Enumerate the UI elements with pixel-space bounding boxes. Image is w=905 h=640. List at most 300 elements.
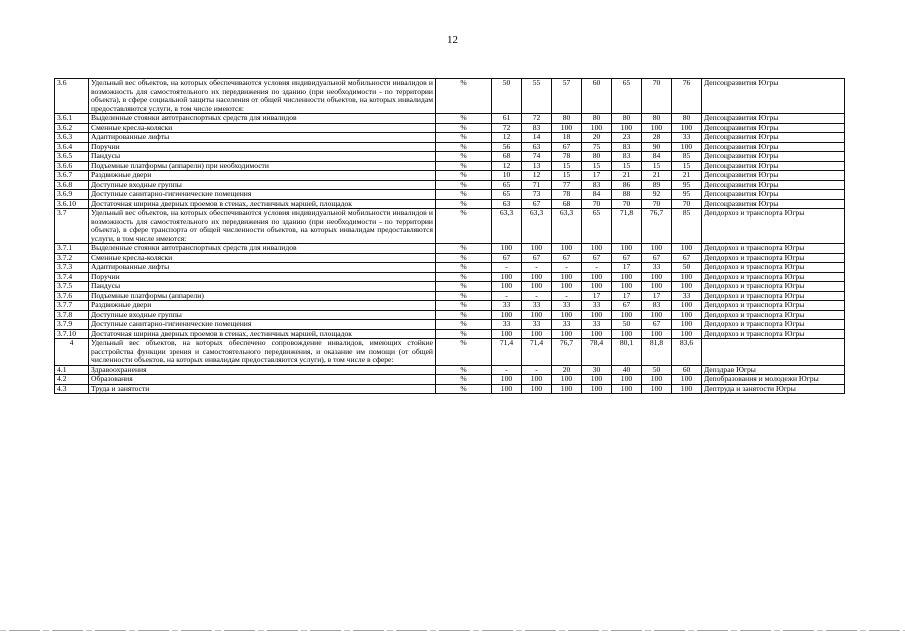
value-cell: 100 <box>492 272 522 282</box>
row-number-cell: 3.6.5 <box>55 152 89 162</box>
table-row <box>55 365 845 375</box>
value-cell: 100 <box>522 329 552 339</box>
row-number-cell: 3.6.3 <box>55 133 89 143</box>
value-cell: 80 <box>582 152 612 162</box>
value-cell: 100 <box>582 329 612 339</box>
indicator-name-cell: Доступные санитарно-гигиенические помещения <box>89 320 436 330</box>
unit-cell: % <box>436 79 492 114</box>
responsible-cell: Депдорхоз и транспорта Югры <box>702 291 845 301</box>
responsible-cell: Депсоцразвития Югры <box>702 180 845 190</box>
indicator-name-cell: Удельный вес объектов, на которых обеспечено сопровождение инвалидов, имеющих стойкие расстройства функции зрения и самостоятельного передвижения, и оказание им помощи (от общей численности объектов, на которых инвалидам предоставляются услуги), в том числе в сфере: <box>89 339 436 366</box>
value-cell: 21 <box>672 171 702 181</box>
value-cell: 70 <box>642 199 672 209</box>
value-cell: 100 <box>612 123 642 133</box>
indicator-name-cell: Сменные кресла-коляски <box>89 123 436 133</box>
value-cell: 28 <box>642 133 672 143</box>
value-cell: - <box>522 365 552 375</box>
row-number-cell: 3.7.2 <box>55 253 89 263</box>
value-cell: 55 <box>522 79 552 114</box>
value-cell: 100 <box>612 272 642 282</box>
indicator-name-cell: Раздвижные двери <box>89 301 436 311</box>
value-cell: 50 <box>492 79 522 114</box>
responsible-cell: Депсоцразвития Югры <box>702 79 845 114</box>
value-cell: 77 <box>552 180 582 190</box>
value-cell: 33 <box>642 263 672 273</box>
table-row <box>55 310 845 320</box>
value-cell: 61 <box>492 114 522 124</box>
value-cell: 100 <box>672 329 702 339</box>
indicator-name-cell: Достаточная ширина дверных проемов в стенах, лестничных маршей, площадок <box>89 199 436 209</box>
value-cell: 83 <box>642 301 672 311</box>
value-cell: 100 <box>672 310 702 320</box>
value-cell: 17 <box>642 291 672 301</box>
indicator-name-cell: Выделенные стоянки автотранспортных средств для инвалидов <box>89 244 436 254</box>
responsible-cell: Депсоцразвития Югры <box>702 142 845 152</box>
value-cell: 15 <box>552 161 582 171</box>
value-cell: - <box>522 263 552 273</box>
unit-cell: % <box>436 384 492 394</box>
value-cell: 100 <box>582 310 612 320</box>
row-number-cell: 3.7.4 <box>55 272 89 282</box>
indicator-name-cell: Здравоохранения <box>89 365 436 375</box>
unit-cell: % <box>436 161 492 171</box>
value-cell: 76 <box>672 79 702 114</box>
responsible-cell: Депдорхоз и транспорта Югры <box>702 272 845 282</box>
unit-cell: % <box>436 291 492 301</box>
value-cell: 71,4 <box>492 339 522 366</box>
value-cell: 100 <box>582 272 612 282</box>
row-number-cell: 4.2 <box>55 375 89 385</box>
responsible-cell: Депдорхоз и транспорта Югры <box>702 282 845 292</box>
responsible-cell: Депдорхоз и транспорта Югры <box>702 301 845 311</box>
row-number-cell: 3.7.5 <box>55 282 89 292</box>
unit-cell: % <box>436 123 492 133</box>
table-row <box>55 244 845 254</box>
value-cell: 15 <box>552 171 582 181</box>
indicators-table <box>54 78 845 394</box>
table-row <box>55 253 845 263</box>
table-row <box>55 152 845 162</box>
indicator-name-cell: Доступные входные группы <box>89 310 436 320</box>
value-cell: 100 <box>552 282 582 292</box>
value-cell: 50 <box>672 263 702 273</box>
value-cell: 100 <box>492 310 522 320</box>
value-cell: 100 <box>642 310 672 320</box>
value-cell: 65 <box>612 79 642 114</box>
value-cell: 67 <box>522 199 552 209</box>
responsible-cell: Депсоцразвития Югры <box>702 199 845 209</box>
row-number-cell: 3.7.3 <box>55 263 89 273</box>
row-number-cell: 3.7.6 <box>55 291 89 301</box>
responsible-cell <box>702 339 845 366</box>
value-cell: 95 <box>672 190 702 200</box>
unit-cell: % <box>436 282 492 292</box>
value-cell: 89 <box>642 180 672 190</box>
row-number-cell: 3.6.8 <box>55 180 89 190</box>
value-cell: 56 <box>492 142 522 152</box>
value-cell: 63 <box>522 142 552 152</box>
scan-edge-artifact <box>0 630 905 631</box>
row-number-cell: 4.3 <box>55 384 89 394</box>
value-cell: 50 <box>612 320 642 330</box>
responsible-cell: Депдорхоз и транспорта Югры <box>702 329 845 339</box>
table-row <box>55 180 845 190</box>
value-cell: 71 <box>522 180 552 190</box>
responsible-cell: Депдорхоз и транспорта Югры <box>702 244 845 254</box>
value-cell: 78,4 <box>582 339 612 366</box>
table-row <box>55 291 845 301</box>
row-number-cell: 3.6.9 <box>55 190 89 200</box>
row-number-cell: 3.6.7 <box>55 171 89 181</box>
value-cell: 100 <box>582 375 612 385</box>
value-cell: 100 <box>612 310 642 320</box>
value-cell: 100 <box>612 329 642 339</box>
value-cell: 83 <box>612 142 642 152</box>
value-cell: 80,1 <box>612 339 642 366</box>
row-number-cell: 3.6.10 <box>55 199 89 209</box>
value-cell: 57 <box>552 79 582 114</box>
value-cell: 65 <box>492 190 522 200</box>
value-cell: 100 <box>552 375 582 385</box>
responsible-cell: Депсоцразвития Югры <box>702 133 845 143</box>
row-number-cell: 4.1 <box>55 365 89 375</box>
value-cell: 84 <box>642 152 672 162</box>
unit-cell: % <box>436 329 492 339</box>
value-cell: 70 <box>642 79 672 114</box>
table-row <box>55 301 845 311</box>
value-cell: 33 <box>552 301 582 311</box>
value-cell: 15 <box>642 161 672 171</box>
value-cell: - <box>492 291 522 301</box>
value-cell: 90 <box>642 142 672 152</box>
table-row <box>55 123 845 133</box>
indicator-name-cell: Сменные кресла-коляски <box>89 253 436 263</box>
indicator-name-cell: Пандусы <box>89 152 436 162</box>
responsible-cell: Депсоцразвития Югры <box>702 171 845 181</box>
responsible-cell: Депдорхоз и транспорта Югры <box>702 263 845 273</box>
table-body <box>55 79 845 394</box>
value-cell: 83 <box>522 123 552 133</box>
value-cell: 65 <box>582 209 612 244</box>
value-cell: 63,3 <box>552 209 582 244</box>
value-cell: 33 <box>672 291 702 301</box>
row-number-cell: 3.6.4 <box>55 142 89 152</box>
value-cell: 74 <box>522 152 552 162</box>
value-cell: 67 <box>612 301 642 311</box>
value-cell: 100 <box>672 301 702 311</box>
value-cell: 72 <box>492 123 522 133</box>
row-number-cell: 3.7.9 <box>55 320 89 330</box>
value-cell: 100 <box>582 123 612 133</box>
indicator-name-cell: Удельный вес объектов, на которых обеспечиваются условия индивидуальной мобильности инвалидов и возможность для самостоятельного их передвижения по зданию (при необходимости - по территории объекта), в сфере транспорта от общей численности объектов, на которых инвалидам предоставляются услуги, в том числе имеются: <box>89 209 436 244</box>
value-cell: 21 <box>612 171 642 181</box>
value-cell: 73 <box>522 190 552 200</box>
value-cell: 100 <box>642 123 672 133</box>
value-cell: 100 <box>492 282 522 292</box>
indicator-name-cell: Удельный вес объектов, на которых обеспечиваются условия индивидуальной мобильности инвалидов и возможность для самостоятельного их передвижения по зданию (при необходимости - по территории объекта), в сфере социальной защиты населения от общей численности объектов, на которых инвалидам предоставляются услуги, в том числе имеются: <box>89 79 436 114</box>
unit-cell: % <box>436 142 492 152</box>
responsible-cell: Депсоцразвития Югры <box>702 123 845 133</box>
value-cell: 70 <box>672 199 702 209</box>
value-cell: 67 <box>612 253 642 263</box>
unit-cell: % <box>436 272 492 282</box>
value-cell: 100 <box>492 329 522 339</box>
indicator-name-cell: Выделенные стоянки автотранспортных средств для инвалидов <box>89 114 436 124</box>
responsible-cell: Дептруда и занятости Югры <box>702 384 845 394</box>
responsible-cell: Депсоцразвития Югры <box>702 114 845 124</box>
value-cell: 100 <box>672 384 702 394</box>
indicator-name-cell: Доступные санитарно-гигиенические помещения <box>89 190 436 200</box>
table-row <box>55 133 845 143</box>
table-row <box>55 79 845 114</box>
row-number-cell: 3.7.10 <box>55 329 89 339</box>
value-cell: - <box>582 263 612 273</box>
value-cell: 100 <box>582 244 612 254</box>
unit-cell: % <box>436 190 492 200</box>
unit-cell: % <box>436 114 492 124</box>
value-cell: 63,3 <box>522 209 552 244</box>
value-cell: 72 <box>522 114 552 124</box>
responsible-cell: Депдорхоз и транспорта Югры <box>702 253 845 263</box>
value-cell: 100 <box>522 375 552 385</box>
value-cell: 17 <box>582 171 612 181</box>
value-cell: 12 <box>492 161 522 171</box>
value-cell: 100 <box>552 384 582 394</box>
value-cell: 100 <box>552 244 582 254</box>
unit-cell: % <box>436 320 492 330</box>
value-cell: 67 <box>552 142 582 152</box>
value-cell: 67 <box>672 253 702 263</box>
responsible-cell: Депздрав Югры <box>702 365 845 375</box>
value-cell: 78 <box>552 190 582 200</box>
row-number-cell: 3.6.6 <box>55 161 89 171</box>
value-cell: 67 <box>522 253 552 263</box>
value-cell: 33 <box>672 133 702 143</box>
value-cell: 15 <box>672 161 702 171</box>
value-cell: 83 <box>612 152 642 162</box>
indicator-name-cell: Подъемные платформы (аппарели) при необходимости <box>89 161 436 171</box>
value-cell: 100 <box>672 142 702 152</box>
indicator-name-cell: Пандусы <box>89 282 436 292</box>
unit-cell: % <box>436 301 492 311</box>
value-cell: 100 <box>672 272 702 282</box>
value-cell: 23 <box>612 133 642 143</box>
value-cell: 68 <box>552 199 582 209</box>
value-cell: 95 <box>672 180 702 190</box>
responsible-cell: Депдорхоз и транспорта Югры <box>702 310 845 320</box>
value-cell: 100 <box>522 272 552 282</box>
value-cell: 80 <box>552 114 582 124</box>
unit-cell: % <box>436 171 492 181</box>
value-cell: - <box>552 291 582 301</box>
table-row <box>55 282 845 292</box>
value-cell: 100 <box>552 272 582 282</box>
unit-cell: % <box>436 339 492 366</box>
value-cell: 88 <box>612 190 642 200</box>
page-number: 12 <box>447 34 458 46</box>
unit-cell: % <box>436 199 492 209</box>
value-cell: 60 <box>672 365 702 375</box>
value-cell: 100 <box>672 375 702 385</box>
value-cell: 33 <box>522 320 552 330</box>
value-cell: 100 <box>642 329 672 339</box>
row-number-cell: 3.7.8 <box>55 310 89 320</box>
value-cell: 18 <box>552 133 582 143</box>
value-cell: 65 <box>492 180 522 190</box>
responsible-cell: Депдорхоз и транспорта Югры <box>702 209 845 244</box>
value-cell: 15 <box>582 161 612 171</box>
value-cell: 100 <box>672 320 702 330</box>
value-cell: 33 <box>582 301 612 311</box>
table-row <box>55 375 845 385</box>
table-row <box>55 263 845 273</box>
row-number-cell: 3.6.1 <box>55 114 89 124</box>
value-cell: 71,8 <box>612 209 642 244</box>
value-cell: 100 <box>552 329 582 339</box>
table-row <box>55 320 845 330</box>
value-cell: 86 <box>612 180 642 190</box>
value-cell: 20 <box>582 133 612 143</box>
value-cell: 100 <box>582 384 612 394</box>
value-cell: 76,7 <box>642 209 672 244</box>
value-cell: 100 <box>642 244 672 254</box>
table-row <box>55 272 845 282</box>
value-cell: 100 <box>672 123 702 133</box>
responsible-cell: Депобразования и молодежи Югры <box>702 375 845 385</box>
table-row <box>55 209 845 244</box>
value-cell: 100 <box>612 375 642 385</box>
value-cell: 100 <box>522 384 552 394</box>
value-cell: 33 <box>522 301 552 311</box>
value-cell: - <box>522 291 552 301</box>
value-cell: 100 <box>522 282 552 292</box>
value-cell: 100 <box>552 310 582 320</box>
unit-cell: % <box>436 375 492 385</box>
value-cell: 50 <box>642 365 672 375</box>
responsible-cell: Депсоцразвития Югры <box>702 190 845 200</box>
table-row <box>55 114 845 124</box>
indicator-name-cell: Поручни <box>89 272 436 282</box>
value-cell: 33 <box>552 320 582 330</box>
value-cell: 33 <box>492 301 522 311</box>
value-cell: 85 <box>672 152 702 162</box>
value-cell: 67 <box>492 253 522 263</box>
value-cell: 68 <box>492 152 522 162</box>
indicator-name-cell: Подъемные платформы (аппарели) <box>89 291 436 301</box>
value-cell: 100 <box>522 244 552 254</box>
row-number-cell: 3.7.7 <box>55 301 89 311</box>
unit-cell: % <box>436 310 492 320</box>
value-cell: 84 <box>582 190 612 200</box>
value-cell: 83 <box>582 180 612 190</box>
row-number-cell: 4 <box>55 339 89 366</box>
responsible-cell: Депсоцразвития Югры <box>702 161 845 171</box>
unit-cell: % <box>436 244 492 254</box>
value-cell: 100 <box>552 123 582 133</box>
row-number-cell: 3.6 <box>55 79 89 114</box>
value-cell: 21 <box>642 171 672 181</box>
value-cell: 75 <box>582 142 612 152</box>
table-row <box>55 171 845 181</box>
indicator-name-cell: Доступные входные группы <box>89 180 436 190</box>
value-cell: 13 <box>522 161 552 171</box>
value-cell: 100 <box>522 310 552 320</box>
value-cell: - <box>492 365 522 375</box>
unit-cell: % <box>436 253 492 263</box>
value-cell: 80 <box>642 114 672 124</box>
value-cell: 70 <box>612 199 642 209</box>
value-cell: 17 <box>612 263 642 273</box>
value-cell: 100 <box>492 384 522 394</box>
value-cell: 63 <box>492 199 522 209</box>
value-cell: - <box>552 263 582 273</box>
indicator-name-cell: Достаточная ширина дверных проемов в стенах, лестничных маршей, площадок <box>89 329 436 339</box>
value-cell: 17 <box>612 291 642 301</box>
table-row <box>55 161 845 171</box>
value-cell: 100 <box>642 272 672 282</box>
value-cell: 67 <box>642 253 672 263</box>
value-cell: 63,3 <box>492 209 522 244</box>
value-cell: 100 <box>642 384 672 394</box>
value-cell: 67 <box>642 320 672 330</box>
value-cell: 80 <box>672 114 702 124</box>
value-cell: - <box>492 263 522 273</box>
value-cell: 17 <box>582 291 612 301</box>
value-cell: 30 <box>582 365 612 375</box>
value-cell: 67 <box>582 253 612 263</box>
value-cell: 33 <box>492 320 522 330</box>
value-cell: 78 <box>552 152 582 162</box>
unit-cell: % <box>436 263 492 273</box>
indicator-name-cell: Адаптированные лифты <box>89 263 436 273</box>
value-cell: 100 <box>582 282 612 292</box>
value-cell: 100 <box>612 384 642 394</box>
value-cell: 100 <box>642 282 672 292</box>
table-row <box>55 329 845 339</box>
value-cell: 100 <box>492 375 522 385</box>
row-number-cell: 3.7 <box>55 209 89 244</box>
value-cell: 40 <box>612 365 642 375</box>
table-row <box>55 190 845 200</box>
table-row <box>55 142 845 152</box>
table-row <box>55 339 845 366</box>
value-cell: 12 <box>522 171 552 181</box>
value-cell: 100 <box>612 282 642 292</box>
value-cell: 71,4 <box>522 339 552 366</box>
value-cell: 12 <box>492 133 522 143</box>
value-cell: 80 <box>582 114 612 124</box>
value-cell: 10 <box>492 171 522 181</box>
unit-cell: % <box>436 152 492 162</box>
responsible-cell: Депдорхоз и транспорта Югры <box>702 320 845 330</box>
value-cell: 80 <box>612 114 642 124</box>
indicator-name-cell: Адаптированные лифты <box>89 133 436 143</box>
value-cell: 100 <box>672 244 702 254</box>
value-cell: 20 <box>552 365 582 375</box>
value-cell: 92 <box>642 190 672 200</box>
value-cell: 100 <box>612 244 642 254</box>
value-cell: 76,7 <box>552 339 582 366</box>
value-cell: 67 <box>552 253 582 263</box>
row-number-cell: 3.6.2 <box>55 123 89 133</box>
unit-cell: % <box>436 180 492 190</box>
table-row <box>55 384 845 394</box>
unit-cell: % <box>436 209 492 244</box>
value-cell: 100 <box>642 375 672 385</box>
value-cell: 70 <box>582 199 612 209</box>
value-cell: 100 <box>672 282 702 292</box>
indicator-name-cell: Раздвижные двери <box>89 171 436 181</box>
